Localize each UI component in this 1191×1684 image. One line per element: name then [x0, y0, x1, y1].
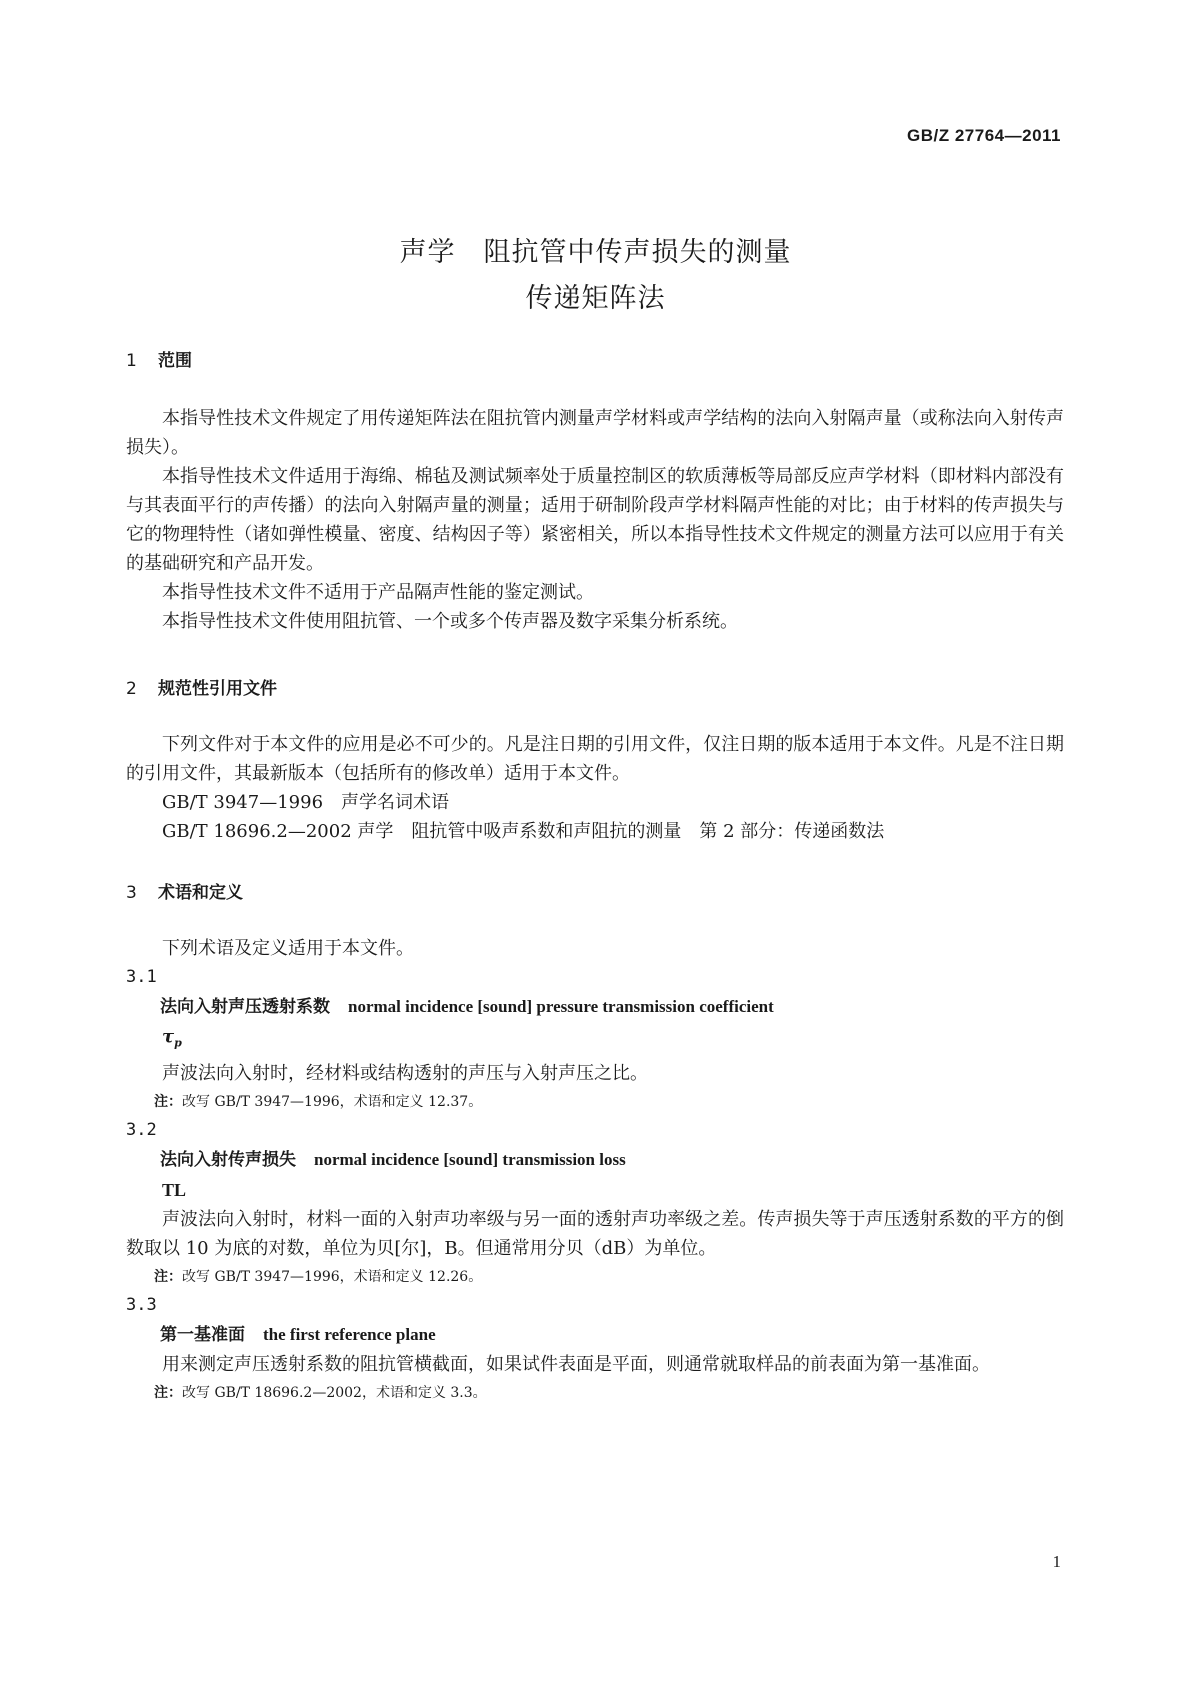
reference-item: GB/T 18696.2—2002 声学 阻抗管中吸声系数和声阻抗的测量 第 2 部分：传递函数法	[162, 821, 885, 842]
term-note: 注：改写 GB/T 3947—1996，术语和定义 12.37。	[154, 1093, 483, 1110]
section-title: 术语和定义	[158, 883, 243, 903]
section-title: 范围	[158, 351, 192, 371]
term-definition: 用来测定声压透射系数的阻抗管横截面，如果试件表面是平面，则通常就取样品的前表面为第一基准面。	[162, 1353, 990, 1375]
term-note: 注：改写 GB/T 3947—1996，术语和定义 12.26。	[154, 1268, 483, 1285]
section-3-heading: 3 术语和定义	[126, 883, 243, 903]
term-symbol: TL	[162, 1179, 187, 1200]
section-3-body	[126, 934, 1064, 1407]
reference-item: GB/T 3947—1996 声学名词术语	[162, 792, 450, 813]
term-number: 3.3	[126, 1294, 157, 1315]
paragraph: 本指导性技术文件规定了用传递矩阵法在阻抗管内测量声学材料或声学结构的法向入射隔声量（或称法向入射传声损失）。	[126, 408, 1064, 458]
section-2-heading: 2 规范性引用文件	[126, 679, 277, 699]
paragraph: 下列术语及定义适用于本文件。	[162, 938, 414, 959]
standard-code: GB/Z 27764—2011	[907, 126, 1061, 145]
section-title: 规范性引用文件	[158, 679, 277, 699]
paragraph: 本指导性技术文件适用于海绵、棉毡及测试频率处于质量控制区的软质薄板等局部反应声学材料（即材料内部没有与其表面平行的声传播）的法向入射隔声量的测量；适用于研制阶段声学材料隔声性能的对比；由于材料的传声损失与它的物理特性（诸如弹性模量、密度、结构因子等）紧密相关，所以本指导性技术文件规定的测量方法可以应用于有关的基础研究和产品开发。	[126, 466, 1064, 574]
section-1-body	[126, 404, 1064, 636]
term-definition: 声波法向入射时，材料一面的入射声功率级与另一面的透射声功率级之差。传声损失等于声压透射系数的平方的倒数取以 10 为底的对数，单位为贝[尔]，B。但通常用分贝（dB）为单位。	[126, 1208, 1064, 1259]
document-subtitle: 传递矩阵法	[525, 283, 666, 314]
term-heading: 第一基准面 the first reference plane	[160, 1324, 436, 1345]
paragraph: 下列文件对于本文件的应用是必不可少的。凡是注日期的引用文件，仅注日期的版本适用于本文件。凡是不注日期的引用文件，其最新版本（包括所有的修改单）适用于本文件。	[126, 734, 1064, 784]
term-heading: 法向入射传声损失 normal incidence [sound] transmission loss	[160, 1149, 626, 1170]
term-note: 注：改写 GB/T 18696.2—2002，术语和定义 3.3。	[154, 1384, 487, 1401]
section-1-heading: 1 范围	[126, 351, 192, 371]
term-number: 3.1	[126, 967, 157, 987]
term-heading: 法向入射声压透射系数 normal incidence [sound] pressure transmission coefficient	[160, 997, 774, 1017]
page-number: 1	[1052, 1552, 1061, 1571]
term-symbol: $\tau_p$	[162, 1026, 182, 1050]
term-number: 3.2	[126, 1119, 157, 1140]
term-definition: 声波法向入射时，经材料或结构透射的声压与入射声压之比。	[162, 1062, 648, 1084]
section-2-body	[126, 730, 1064, 846]
document-title: 声学 阻抗管中传声损失的测量	[399, 237, 792, 268]
paragraph: 本指导性技术文件不适用于产品隔声性能的鉴定测试。	[162, 582, 594, 603]
paragraph: 本指导性技术文件使用阻抗管、一个或多个传声器及数字采集分析系统。	[162, 611, 738, 632]
